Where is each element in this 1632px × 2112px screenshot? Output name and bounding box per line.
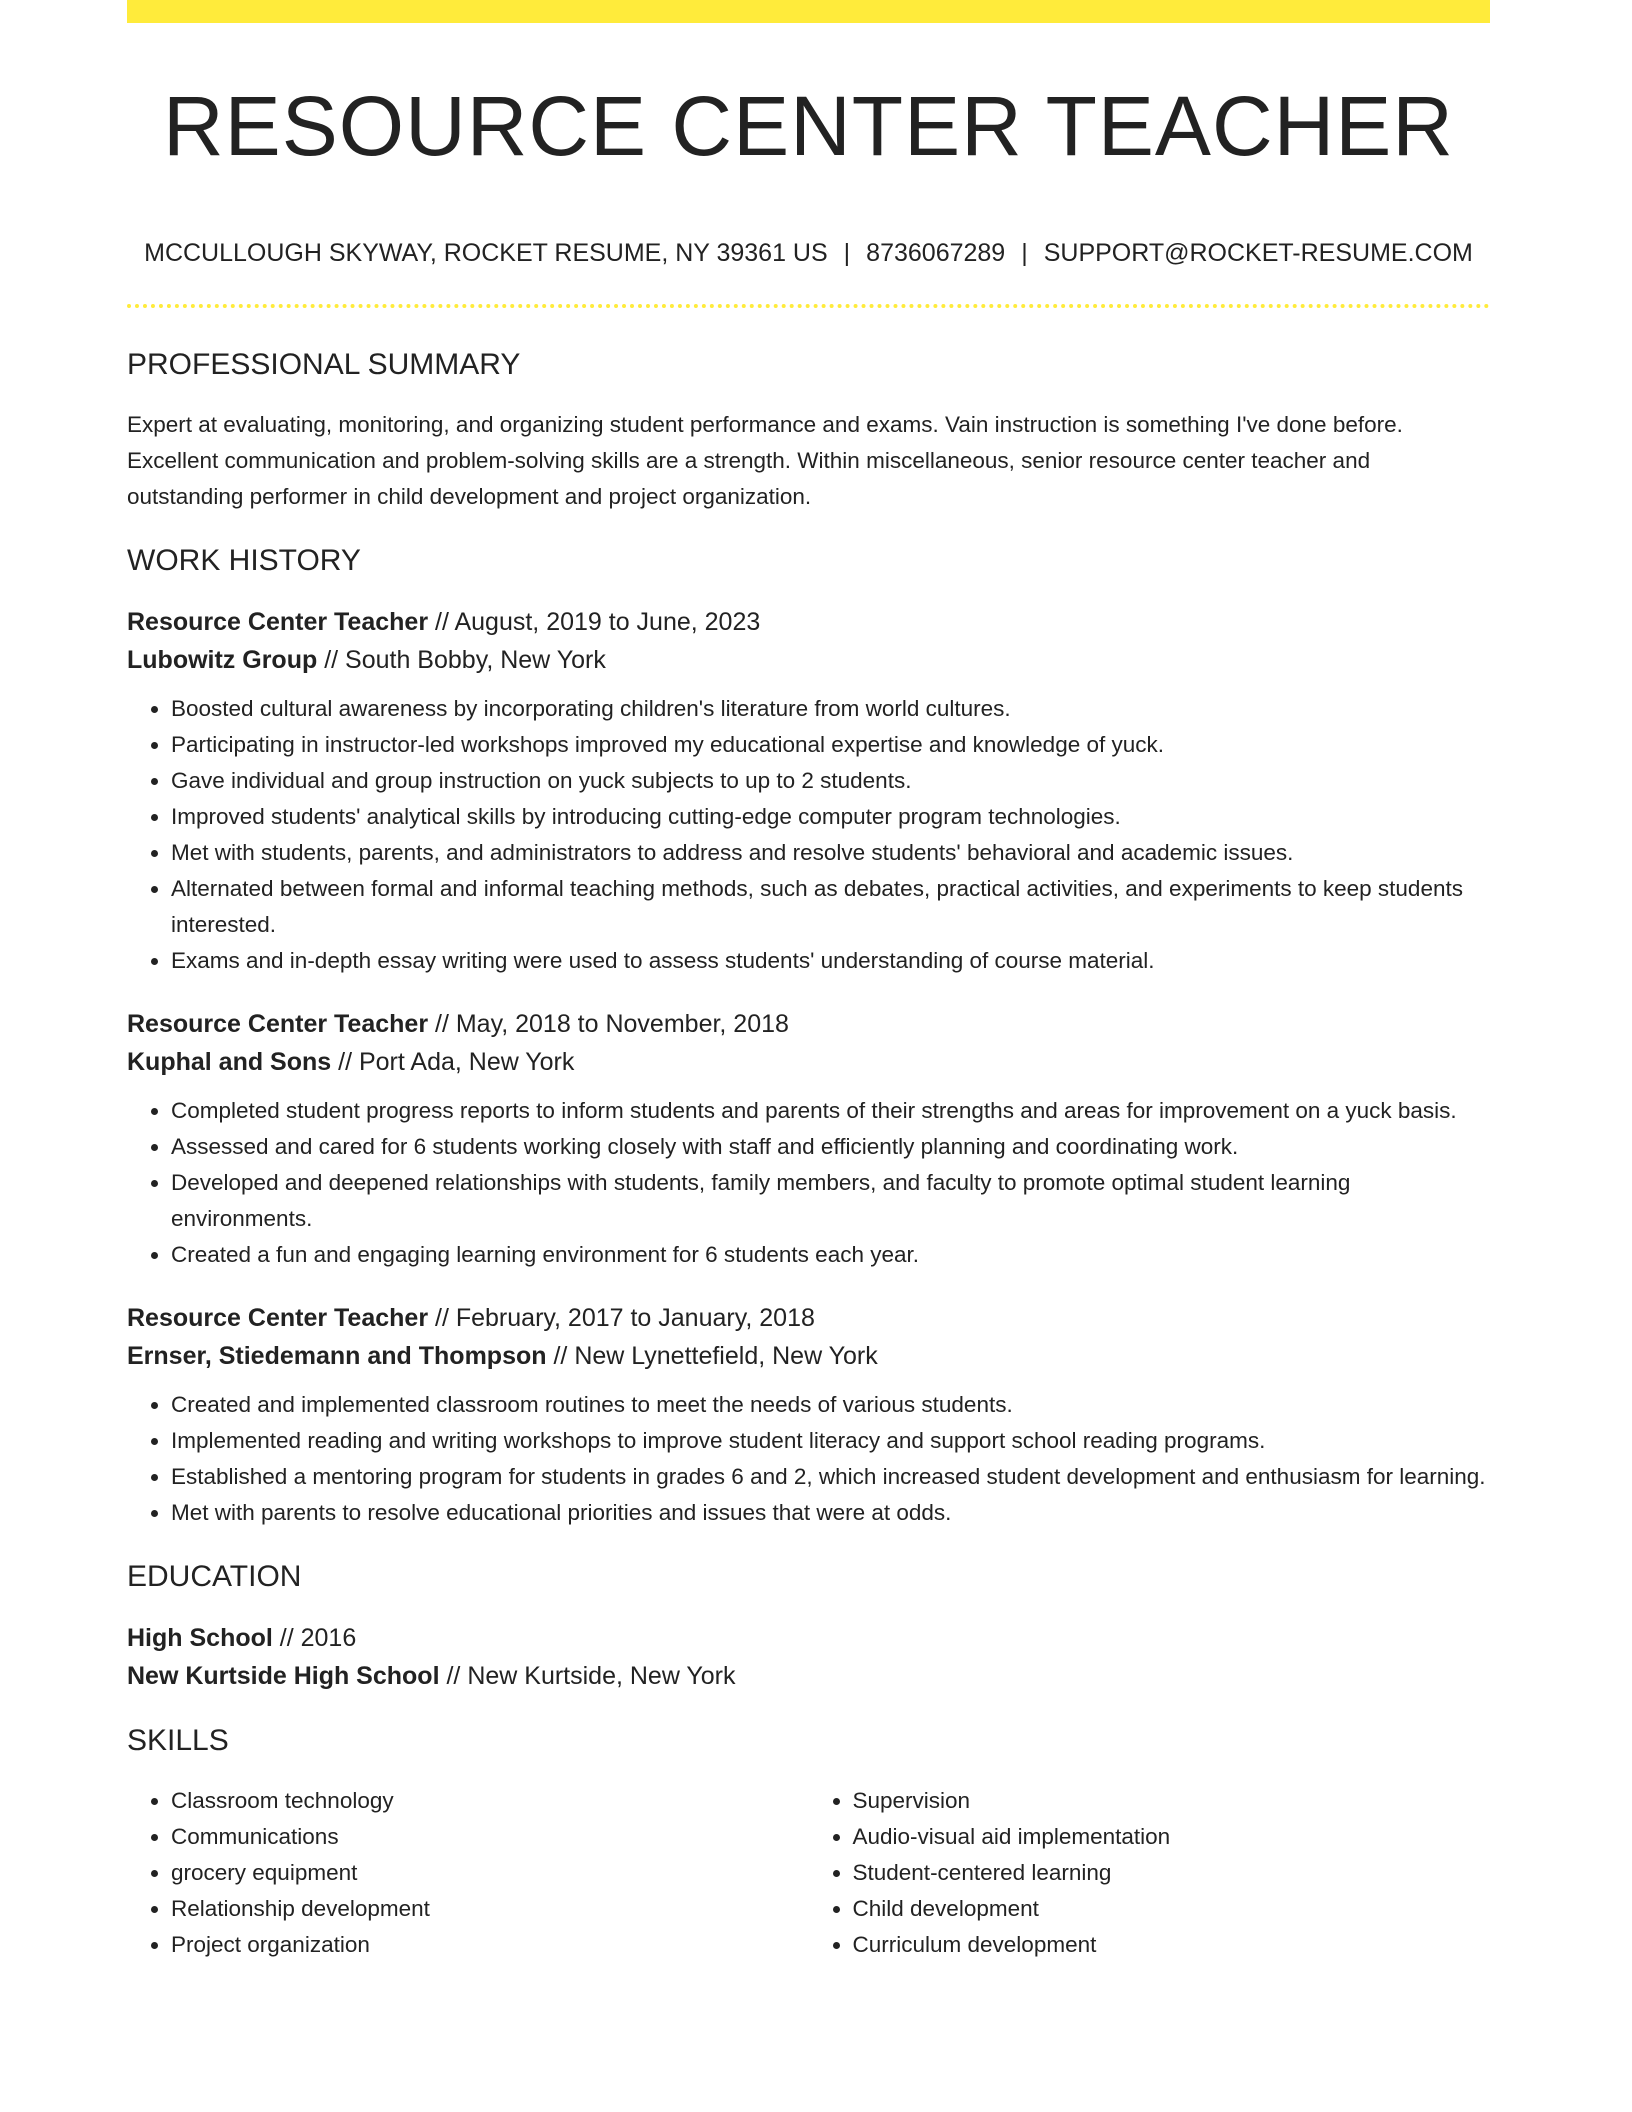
skills-heading: SKILLS [127,1724,229,1757]
resume-name: RESOURCE CENTER TEACHER [163,79,1454,173]
skill-item: • Communications [171,1819,809,1855]
job-title-line [127,603,1490,641]
job-company-line [127,641,1490,679]
job-bullet: • Exams and in-depth essay writing were used to assess students' understanding of course material. [171,943,1490,979]
education-degree: High School [127,1624,273,1652]
skill-item: • Classroom technology [171,1783,809,1819]
accent-bar [127,0,1490,23]
job-bullet: • Alternated between formal and informal teaching methods, such as debates, practical activities, and experiments to keep students interested. [171,871,1490,943]
job-bullet: • Created and implemented classroom routines to meet the needs of various students. [171,1387,1490,1423]
contact-line [127,235,1490,271]
skills-list-left [127,1783,809,1963]
summary-heading: PROFESSIONAL SUMMARY [127,348,521,381]
work-history-heading: WORK HISTORY [127,544,361,577]
job-bullet: • Developed and deepened relationships with students, family members, and faculty to promote optimal student learning environments. [171,1165,1490,1237]
job-bullet: • Assessed and cared for 6 students working closely with staff and efficiently planning and coordinating work. [171,1129,1490,1165]
job-list [127,603,1490,1531]
skill-item: • grocery equipment [171,1855,809,1891]
contact-address: MCCULLOUGH SKYWAY, ROCKET RESUME, NY 39361 US [144,239,828,267]
job-company: Ernser, Stiedemann and Thompson [127,1342,547,1370]
job-bullet: • Established a mentoring program for students in grades 6 and 2, which increased student development and enthusiasm for learning. [171,1459,1490,1495]
education-degree-line [127,1619,1490,1657]
skills-list-right [809,1783,1491,1963]
job-bullet: • Completed student progress reports to inform students and parents of their strengths and areas for improvement on a yuck basis. [171,1093,1490,1129]
education-heading: EDUCATION [127,1560,302,1593]
education-year: // 2016 [279,1624,357,1652]
job-bullets [127,691,1490,979]
job-entry [127,1005,1490,1273]
work-history-section [127,541,1490,1531]
job-bullets [127,1387,1490,1531]
job-bullet: • Gave individual and group instruction on yuck subjects to up to 2 students. [171,763,1490,799]
job-bullet: • Improved students' analytical skills by introducing cutting-edge computer program technologies. [171,799,1490,835]
job-dates: // August, 2019 to June, 2023 [435,608,761,636]
job-dates: // May, 2018 to November, 2018 [435,1010,789,1038]
job-entry [127,603,1490,979]
contact-phone: 8736067289 [866,239,1006,267]
job-location: // New Lynettefield, New York [553,1342,878,1370]
job-location: // South Bobby, New York [324,646,606,674]
skill-item: • Audio-visual aid implementation [853,1819,1491,1855]
job-entry [127,1299,1490,1531]
education-school: New Kurtside High School [127,1662,440,1690]
summary-text: Expert at evaluating, monitoring, and organizing student performance and exams. Vain instruction is something I've done before. Excellent communication and problem-solving skills are a strength. Within miscellaneous, senior resource center teacher and outstanding performer in child development and project organization. [127,412,1403,509]
job-company: Lubowitz Group [127,646,318,674]
summary-section [127,345,1490,515]
skill-item: • Project organization [171,1927,809,1963]
skill-item: • Curriculum development [853,1927,1491,1963]
job-title-line [127,1005,1490,1043]
job-bullet: • Participating in instructor-led workshops improved my educational expertise and knowledge of yuck. [171,727,1490,763]
skills-section [127,1721,1490,1963]
job-title: Resource Center Teacher [127,608,429,636]
education-location: // New Kurtside, New York [446,1662,736,1690]
job-dates: // February, 2017 to January, 2018 [435,1304,815,1332]
job-title-line [127,1299,1490,1337]
skill-item: • Supervision [853,1783,1491,1819]
job-title: Resource Center Teacher [127,1304,429,1332]
job-company-line [127,1337,1490,1375]
education-school-line [127,1657,1490,1695]
job-bullets [127,1093,1490,1273]
dotted-divider [127,304,1490,308]
resume-body [127,345,1490,1971]
skills-columns [127,1783,1490,1963]
job-company: Kuphal and Sons [127,1048,332,1076]
job-bullet: • Met with students, parents, and administrators to address and resolve students' behavioral and academic issues. [171,835,1490,871]
job-company-line [127,1043,1490,1081]
contact-email: SUPPORT@ROCKET-RESUME.COM [1043,239,1473,267]
skill-item: • Relationship development [171,1891,809,1927]
job-location: // Port Ada, New York [338,1048,575,1076]
job-bullet: • Boosted cultural awareness by incorporating children's literature from world cultures. [171,691,1490,727]
job-bullet: • Created a fun and engaging learning environment for 6 students each year. [171,1237,1490,1273]
contact-separator: | [1021,239,1028,267]
contact-separator: | [843,239,851,267]
skill-item: • Student-centered learning [853,1855,1491,1891]
job-bullet: • Implemented reading and writing workshops to improve student literacy and support school reading programs. [171,1423,1490,1459]
job-title: Resource Center Teacher [127,1010,429,1038]
skill-item: • Child development [853,1891,1491,1927]
education-section [127,1557,1490,1695]
job-bullet: • Met with parents to resolve educational priorities and issues that were at odds. [171,1495,1490,1531]
